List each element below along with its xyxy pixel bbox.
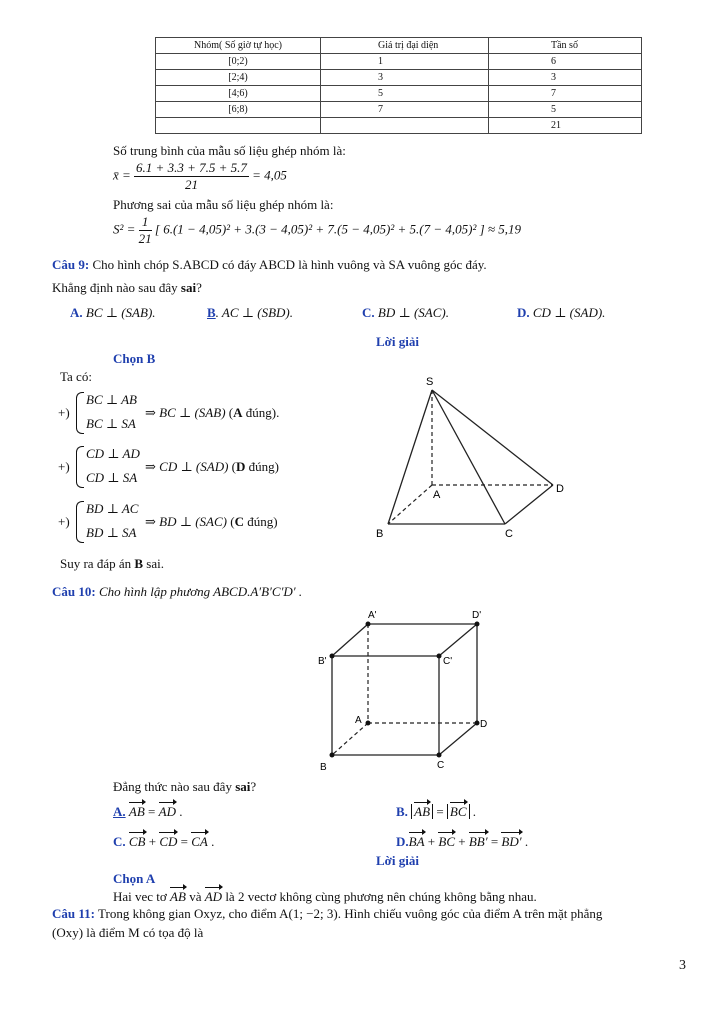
q10-ask-bold: sai bbox=[235, 779, 251, 794]
q9-step-verdict: đúng). bbox=[242, 405, 280, 420]
q9-step-line: BD ⊥ SA bbox=[86, 525, 137, 540]
q11-label: Câu 11: bbox=[52, 906, 95, 921]
vector-symbol: CA bbox=[191, 834, 208, 849]
q10-option-d: D.BA + BC + BB′ = BD′ . bbox=[396, 834, 529, 849]
table-row bbox=[156, 118, 642, 134]
edge-sc bbox=[432, 390, 505, 524]
q9-ask-prefix: Khẳng định nào sau đây bbox=[52, 280, 181, 295]
edge-c1d1 bbox=[439, 624, 477, 656]
label-b: B bbox=[376, 528, 384, 540]
q9-option-key: C. bbox=[362, 305, 375, 320]
table-cell: [4;6) bbox=[156, 86, 321, 102]
q9-step-verdict: đúng) bbox=[243, 514, 278, 529]
table-cell: 5 bbox=[321, 86, 489, 102]
q10-choice: Chọn A bbox=[113, 871, 156, 886]
vector-symbol: BB′ bbox=[468, 834, 488, 849]
q10-option-key: C. bbox=[113, 834, 126, 849]
q10-option-a: A. AB = AD . bbox=[113, 804, 183, 819]
q11-line1: Trong không gian Oxyz, cho điểm A(1; −2; 3). Hình chiếu vuông góc của điểm A trên mặt phẳng bbox=[98, 906, 603, 921]
q10-ask bbox=[113, 779, 256, 795]
vector-symbol: BA bbox=[408, 834, 425, 849]
q9-solution-title: Lời giải bbox=[376, 334, 419, 349]
vector-symbol: BC bbox=[438, 834, 455, 849]
table-cell bbox=[321, 118, 489, 134]
q9-ask-suffix: ? bbox=[196, 280, 202, 295]
q10-ask-prefix: Đẳng thức nào sau đây bbox=[113, 779, 236, 794]
table-row bbox=[156, 86, 642, 102]
brace-shape bbox=[76, 501, 84, 543]
mean-intro: Số trung bình của mẫu số liệu ghép nhóm là: bbox=[113, 143, 346, 158]
variance-lhs: S² = bbox=[113, 221, 136, 237]
label-a: A bbox=[433, 489, 441, 501]
table-header-cell: Giá trị đại diện bbox=[321, 38, 489, 54]
q9-step-paren: ( bbox=[226, 514, 235, 529]
q9-step-letter: C bbox=[234, 514, 244, 529]
label-d1: D' bbox=[472, 610, 482, 621]
q10-option-key: A. bbox=[113, 804, 126, 819]
frequency-table bbox=[155, 37, 642, 134]
page-number: 3 bbox=[679, 958, 686, 973]
q9-option-key: A. bbox=[70, 305, 83, 320]
brace-shape bbox=[76, 446, 84, 488]
q9-step-result bbox=[145, 459, 279, 475]
q9-step-line: CD ⊥ AD bbox=[86, 446, 140, 461]
vertex-dot bbox=[437, 654, 442, 659]
table-cell: [6;8) bbox=[156, 102, 321, 118]
q9-step-implication: ⇒ BD ⊥ (SAC) bbox=[145, 514, 227, 529]
q10-ask-suffix: ? bbox=[250, 779, 257, 794]
vector-symbol: CD bbox=[159, 834, 178, 849]
q9-choice: Chọn B bbox=[113, 351, 156, 366]
q9-option-key: D. bbox=[517, 305, 530, 320]
cube-figure bbox=[312, 606, 492, 776]
q11-statement bbox=[52, 906, 602, 922]
vertex-dot bbox=[437, 753, 442, 758]
vertex-dot bbox=[366, 622, 371, 627]
table-cell: 5 bbox=[489, 102, 642, 118]
label-s: S bbox=[426, 376, 434, 388]
q9-step-result bbox=[145, 514, 278, 530]
q9-step-letter: A bbox=[233, 405, 243, 420]
q9-ask bbox=[52, 280, 202, 296]
table-row bbox=[156, 54, 642, 70]
q9-option-b bbox=[207, 305, 293, 321]
vector-symbol: AD bbox=[158, 804, 176, 819]
label-d: D bbox=[556, 483, 564, 495]
q10-explain-and: và bbox=[189, 889, 202, 904]
q9-option-key: B bbox=[207, 305, 216, 320]
variance-fraction bbox=[139, 214, 152, 247]
q9-step-line: BC ⊥ SA bbox=[86, 416, 136, 431]
edge-ab bbox=[332, 723, 368, 755]
vector-symbol: AB bbox=[170, 889, 186, 904]
table-cell: [0;2) bbox=[156, 54, 321, 70]
vertex-dot bbox=[475, 622, 480, 627]
table-cell: 1 bbox=[321, 54, 489, 70]
q9-step-line: BD ⊥ AC bbox=[86, 501, 139, 516]
q9-step-prefix: +) bbox=[58, 459, 70, 474]
table-cell: 21 bbox=[489, 118, 642, 134]
vertex-dot bbox=[475, 721, 480, 726]
q9-step-paren: ( bbox=[228, 459, 237, 474]
label-a1: A' bbox=[368, 610, 377, 621]
variance-denominator: 21 bbox=[138, 231, 152, 246]
mean-lhs: x̄ = bbox=[113, 167, 131, 183]
q9-statement bbox=[52, 257, 487, 273]
variance-numerator: 1 bbox=[139, 214, 152, 231]
vector-symbol: AD bbox=[204, 889, 223, 904]
table-cell bbox=[156, 118, 321, 134]
q9-option-c bbox=[362, 305, 449, 321]
q10-option-b: B. AB = BC . bbox=[396, 804, 477, 819]
table-row bbox=[156, 70, 642, 86]
label-b: B bbox=[320, 762, 327, 773]
q9-step-letter: D bbox=[236, 459, 246, 474]
q10-statement bbox=[52, 584, 302, 600]
table-cell: 3 bbox=[489, 70, 642, 86]
table-cell: [2;4) bbox=[156, 70, 321, 86]
q9-step-result bbox=[145, 405, 279, 421]
edge-cd bbox=[439, 723, 477, 755]
q9-option-a bbox=[70, 305, 156, 321]
edge-b1a1 bbox=[332, 624, 368, 656]
q9-option-text: CD ⊥ (SAD). bbox=[532, 305, 606, 320]
q9-label: Câu 9: bbox=[52, 257, 90, 272]
label-b1: B' bbox=[318, 656, 327, 667]
q9-step-line: CD ⊥ SA bbox=[86, 470, 138, 485]
q9-step-prefix: +) bbox=[58, 405, 70, 420]
q9-step-implication: ⇒ BC ⊥ (SAB) bbox=[145, 405, 226, 420]
label-c: C bbox=[505, 528, 513, 540]
label-a: A bbox=[355, 715, 362, 726]
q9-ask-bold: sai bbox=[180, 280, 197, 295]
vertex-dot bbox=[330, 753, 335, 758]
table-cell: 6 bbox=[489, 54, 642, 70]
table-cell: 3 bbox=[321, 70, 489, 86]
q10-explain-pre: Hai vec tơ bbox=[113, 889, 167, 904]
q9-step-line: BC ⊥ AB bbox=[86, 392, 137, 407]
table-row bbox=[156, 102, 642, 118]
label-c1: C' bbox=[443, 656, 453, 667]
vertex-dot bbox=[366, 721, 371, 726]
q10-explain-post: là 2 vectơ không cùng phương nên chúng không bằng nhau. bbox=[225, 889, 537, 904]
variance-formula bbox=[113, 214, 521, 247]
q9-text: Cho hình chóp S.ABCD có đáy ABCD là hình vuông và SA vuông góc đáy. bbox=[92, 257, 487, 272]
q9-conclusion-prefix: Suy ra đáp án bbox=[60, 556, 135, 571]
q9-option-text: . AC ⊥ (SBD). bbox=[215, 305, 294, 320]
q9-option-text: BD ⊥ (SAC). bbox=[377, 305, 449, 320]
q9-step-prefix: +) bbox=[58, 514, 70, 529]
q11-line2: (Oxy) là điểm M có tọa độ là bbox=[52, 925, 204, 940]
q9-conclusion-suffix: sai. bbox=[143, 556, 164, 571]
table-cell: 7 bbox=[489, 86, 642, 102]
q10-solution-title: Lời giải bbox=[376, 853, 419, 868]
q9-step-implication: ⇒ CD ⊥ (SAD) bbox=[145, 459, 229, 474]
mean-formula bbox=[113, 160, 287, 193]
edge-cd bbox=[505, 485, 553, 524]
mean-denominator: 21 bbox=[184, 177, 198, 192]
vector-symbol: AB bbox=[414, 804, 431, 819]
vector-symbol: AB bbox=[128, 804, 145, 819]
q10-option-key: B. bbox=[396, 804, 408, 819]
table-header-cell: Nhóm( Số giờ tự học) bbox=[156, 38, 321, 54]
variance-intro: Phương sai của mẫu số liệu ghép nhóm là: bbox=[113, 197, 334, 212]
vector-symbol: BC bbox=[449, 804, 467, 819]
variance-expression: [ 6.(1 − 4,05)² + 3.(3 − 4,05)² + 7.(5 − 4,05)² + 5.(7 − 4,05)² ] ≈ 5,19 bbox=[154, 221, 522, 237]
q10-explanation bbox=[113, 889, 537, 905]
mean-numerator: 6.1 + 3.3 + 7.5 + 5.7 bbox=[136, 160, 247, 175]
table-header-cell: Tần số bbox=[489, 38, 642, 54]
label-c: C bbox=[437, 760, 445, 771]
q9-step-verdict: đúng) bbox=[245, 459, 279, 474]
table-cell: 7 bbox=[321, 102, 489, 118]
edge-sd bbox=[432, 390, 553, 485]
q10-label: Câu 10: bbox=[52, 584, 96, 599]
mean-result: = 4,05 bbox=[252, 167, 287, 183]
q10-text: Cho hình lập phương ABCD.A′B′C′D′ . bbox=[98, 584, 303, 599]
pyramid-figure bbox=[370, 372, 570, 542]
q9-ta-co: Ta có: bbox=[60, 369, 92, 384]
q9-option-d bbox=[517, 305, 605, 321]
mean-fraction bbox=[134, 160, 249, 193]
vertex-dot bbox=[330, 654, 335, 659]
q10-option-c: C. CB + CD = CA . bbox=[113, 834, 215, 849]
vector-symbol: CB bbox=[128, 834, 146, 849]
table-header-row bbox=[156, 38, 642, 54]
brace-shape bbox=[76, 392, 84, 434]
label-d: D bbox=[480, 719, 488, 730]
vector-symbol: BD′ bbox=[501, 834, 522, 849]
q9-conclusion bbox=[60, 556, 164, 572]
q10-option-key: D. bbox=[396, 834, 409, 849]
q9-conclusion-bold: B bbox=[134, 556, 144, 571]
q9-step-paren: ( bbox=[225, 405, 234, 420]
q9-option-text: BC ⊥ (SAB). bbox=[85, 305, 156, 320]
